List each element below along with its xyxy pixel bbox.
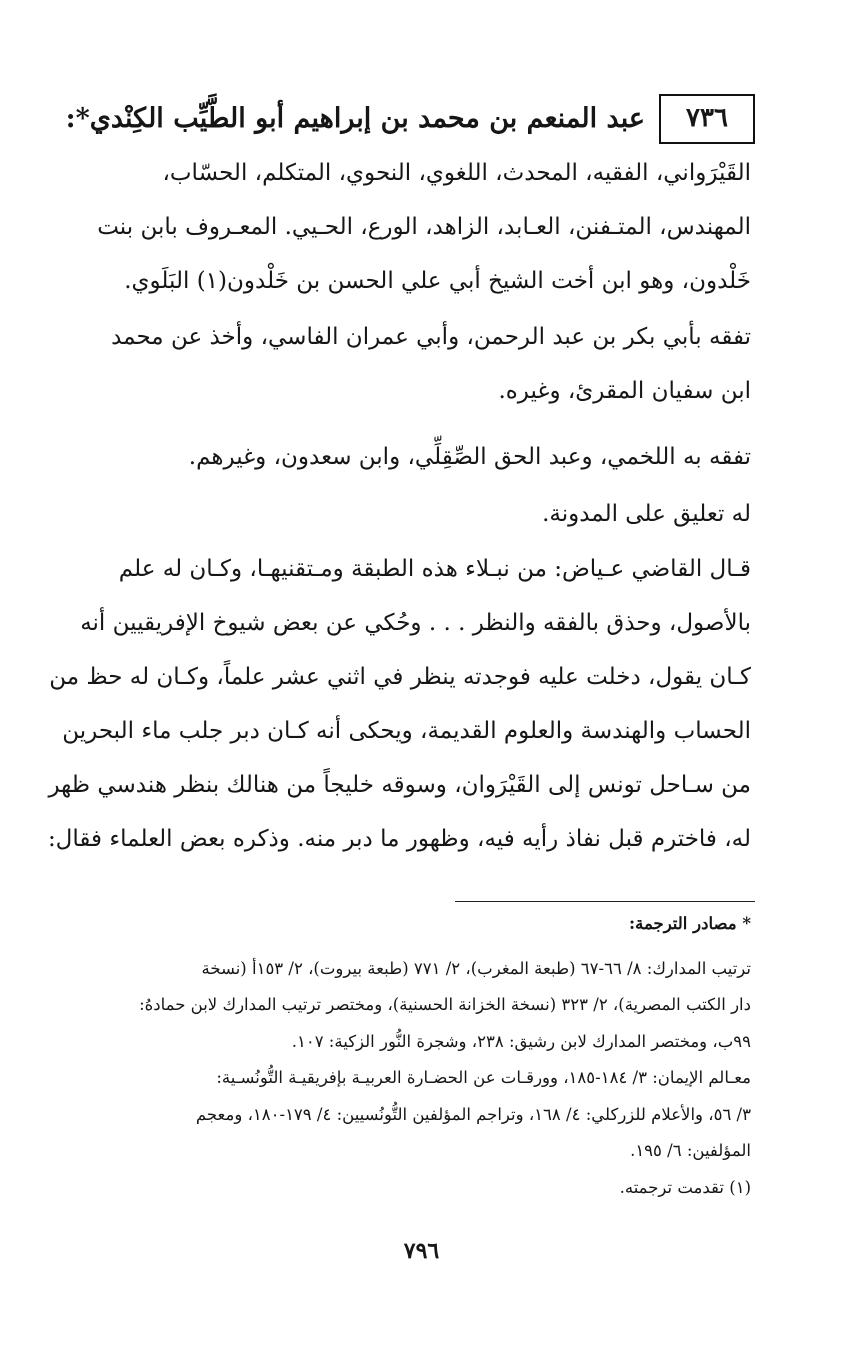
footnotes [43, 906, 751, 1206]
text-line: ابن سفيان المقرئ، وغيره. [498, 378, 751, 404]
text-line: المهندس، المتـفنن، العـابد، الزاهد، الورع، الحـيي. المعـروف بابن بنت [97, 214, 751, 240]
footnote-line: ترتيب المدارك: ٨/ ٦٦-٦٧ (طبعة المغرب)، ٢/ ٧٧١ (طبعة بيروت)، ٢/ ١٥٣أ (نسخة [201, 958, 751, 978]
footnote-note: (١) تقدمت ترجمته. [619, 1177, 751, 1197]
text-line: من سـاحل تونس إلى القَيْرَوان، وسوقه خليجاً من هنالك بنظر هندسي ظهر [48, 772, 751, 798]
paragraph-teachers [41, 310, 751, 418]
text-line: الحساب والهندسة والعلوم القديمة، ويحكى أنه كـان دبر جلب ماء البحرين [62, 718, 751, 744]
text-line: بالأصول، وحذق بالفقه والنظر . . . وحُكي عن بعض شيوخ الإفريقيين أنه [80, 610, 751, 636]
footnote-line: دار الكتب المصرية)، ٢/ ٣٢٣ (نسخة الخزانة الحسنية)، ومختصر ترتيب المدارك لابن حمادهُ: [139, 995, 751, 1014]
footnote-line: المؤلفين: ٦/ ١٩٥. [630, 1141, 751, 1160]
footnote-line: ٩٩ب، ومختصر المدارك لابن رشيق: ٢٣٨، وشجرة النُّور الزكية: ١٠٧. [291, 1031, 751, 1051]
text-line: له، فاخترم قبل نفاذ رأيه فيه، وظهور ما دبر منه. وذكره بعض العلماء فقال: [47, 826, 751, 852]
entry-title: عبد المنعم بن محمد بن إبراهيم أبو الطَّيِّب الكِنْدي*: [65, 103, 645, 134]
footnote-line: معـالم الإيمان: ٣/ ١٨٤-١٨٥، وورقـات عن الحضـارة العربيـة بإفريقيـة التُّونُسـية: [216, 1068, 751, 1087]
page-number: ٧٩٦ [403, 1238, 440, 1264]
text-line: تفقه بأبي بكر بن عبد الرحمن، وأبي عمران الفاسي، وأخذ عن محمد [111, 324, 751, 350]
text-line: خَلْدون، وهو ابن أخت الشيخ أبي علي الحسن بن خَلْدون(١) البَلَوي. [124, 268, 751, 294]
footnote-line: ٣/ ٥٦، والأعلام للزركلي: ٤/ ١٦٨، وتراجم المؤلفين التُّونُسيين: ٤/ ١٧٩-١٨٠، ومعجم [195, 1104, 751, 1124]
footnote-divider [455, 901, 755, 902]
text-line: قـال القاضي عـياض: من نبـلاء هذه الطبقة ومـتقنيهـا، وكـان له علم [118, 556, 751, 582]
text-line: القَيْرَواني، الفقيه، المحدث، اللغوي، النحوي، المتكلم، الحسّاب، [162, 160, 751, 186]
entry-header [65, 92, 755, 146]
entry-number-box: ٧٣٦ [659, 94, 755, 144]
paragraph-biography [41, 146, 751, 308]
footnote-heading: * مصادر الترجمة: [629, 914, 751, 933]
paragraph-students [41, 430, 751, 484]
paragraph-quote [41, 542, 751, 866]
text-line: كـان يقول، دخلت عليه فوجدته ينظر في اثني عشر علماً، وكـان له حظ من [49, 664, 751, 690]
text-line: له تعليق على المدونة. [542, 501, 751, 527]
text-line: تفقه به اللخمي، وعبد الحق الصِّقِلِّي، وابن سعدون، وغيرهم. [188, 444, 751, 470]
paragraph-works [41, 487, 751, 541]
